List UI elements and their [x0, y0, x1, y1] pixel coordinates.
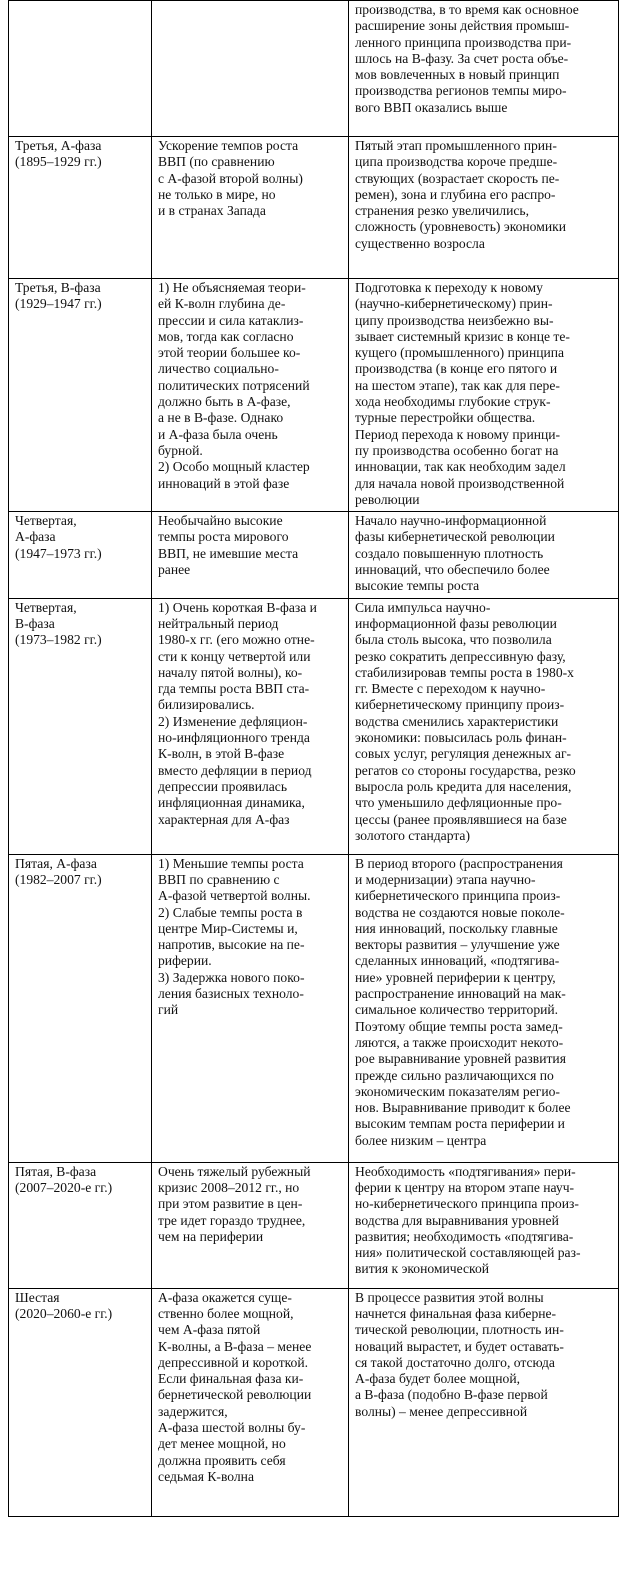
- text-line: тической революции, плотность ин-: [355, 1322, 564, 1338]
- features-cell: [152, 137, 349, 279]
- text-line: тре идет гораздо труднее,: [158, 1212, 306, 1228]
- text-line: задержится,: [158, 1403, 228, 1419]
- text-line: бернетической революции: [158, 1387, 312, 1403]
- text-line: 2) Особо мощный кластер: [158, 459, 310, 475]
- text-line: В процессе развития этой волны: [355, 1289, 544, 1305]
- text-line: более низким – центра: [355, 1132, 487, 1148]
- text-line: нейтральный период: [158, 615, 279, 631]
- features-cell: [152, 598, 349, 854]
- k-waves-table: [8, 0, 619, 1517]
- table-row: [9, 854, 619, 1162]
- text-line: 1) Не объясняемая теори-: [158, 280, 306, 295]
- text-line: Пятая, В-фаза: [15, 1163, 97, 1179]
- text-line: фазы кибернетической революции: [355, 529, 555, 545]
- text-line: Сила импульса научно-: [355, 599, 491, 615]
- text-line: Очень тяжелый рубежный: [158, 1163, 311, 1179]
- text-line: водства для выравнивания уровней: [355, 1212, 559, 1228]
- wave-cell: [9, 279, 152, 512]
- text-line: Ускорение темпов роста: [158, 138, 299, 153]
- text-line: экономики: повысилась роль финан-: [355, 730, 567, 746]
- text-line: характерная для А-фаз: [158, 811, 290, 827]
- text-line: цессы (ранее проявлявшиеся на базе: [355, 811, 567, 827]
- text-line: должна проявить себя: [158, 1452, 286, 1468]
- text-line: создало повышенную плотность: [355, 545, 544, 561]
- text-line: ственно более мощной,: [158, 1305, 294, 1321]
- text-line: ранее: [158, 562, 191, 578]
- text-line: странения резко увеличились,: [355, 203, 529, 219]
- text-line: ферии к центру на втором этапе науч-: [355, 1179, 575, 1195]
- text-line: ВВП по сравнению с: [158, 871, 280, 887]
- text-line: дет менее мощной, но: [158, 1436, 286, 1452]
- text-line: на шестом этапе), так как для пере-: [355, 377, 560, 393]
- text-line: чем А-фаза пятой: [158, 1322, 261, 1338]
- explanation-cell: [349, 512, 619, 598]
- table-row: [9, 1162, 619, 1288]
- table-row: [9, 1288, 619, 1516]
- text-line: но-кибернетического принципа произ-: [355, 1196, 579, 1212]
- text-line: симальное количество территорий.: [355, 1002, 559, 1018]
- text-line: бурной.: [158, 442, 203, 458]
- text-line: и в странах Запада: [158, 203, 266, 219]
- text-line: депрессии проявилась: [158, 778, 288, 794]
- text-line: ремен), зона и глубина его распро-: [355, 186, 556, 202]
- wave-cell: [9, 854, 152, 1162]
- text-line: гда темпы роста ВВП ста-: [158, 681, 310, 697]
- text-line: высоким темпам роста периферии и: [355, 1116, 565, 1132]
- text-line: и А-фаза была очень: [158, 426, 278, 442]
- text-line: Третья, В-фаза: [15, 280, 101, 295]
- text-line: Поэтому общие темпы роста замед-: [355, 1018, 563, 1034]
- text-line: Пятая, А-фаза: [15, 855, 97, 871]
- text-line: риферии.: [158, 953, 212, 969]
- text-line: личество социально-: [158, 361, 279, 377]
- text-line: А-фаза будет более мощной,: [355, 1371, 521, 1387]
- text-line: (2020–2060-е гг.): [15, 1305, 113, 1321]
- text-line: ципу производства неизбежно вы-: [355, 312, 554, 328]
- text-line: кризис 2008–2012 гг., но: [158, 1179, 300, 1195]
- text-line: мов, тогда как согласно: [158, 328, 294, 344]
- text-line: (1973–1982 гг.): [15, 632, 102, 648]
- text-line: ние» уровней периферии к центру,: [355, 969, 556, 985]
- table-row: [9, 279, 619, 512]
- text-line: темпы роста мирового: [158, 529, 289, 545]
- text-line: гг. Вместе с переходом к научно-: [355, 681, 546, 697]
- text-line: (2007–2020-е гг.): [15, 1179, 113, 1195]
- text-line: В-фаза: [15, 615, 55, 631]
- text-line: резко сократить депрессивную фазу,: [355, 648, 566, 664]
- explanation-cell: [349, 1288, 619, 1516]
- text-line: инновации, так как необходим задел: [355, 459, 566, 475]
- text-line: развития; необходимость «подтягива-: [355, 1228, 574, 1244]
- text-line: новаций вырастет, и будет оставать-: [355, 1338, 564, 1354]
- text-line: зывает системный кризис в конце те-: [355, 328, 570, 344]
- text-line: прежде сильно различающихся по: [355, 1067, 554, 1083]
- text-line: что уменьшило дефляционные про-: [355, 795, 562, 811]
- text-line: но-инфляционного тренда: [158, 730, 310, 746]
- text-line: Необычайно высокие: [158, 513, 283, 529]
- text-line: вития к экономической: [355, 1261, 490, 1277]
- text-line: совых услуг, регуляция денежных аг-: [355, 746, 572, 762]
- text-line: кибернетического принципа произ-: [355, 888, 561, 904]
- text-line: Начало научно-информационной: [355, 513, 547, 529]
- text-line: ляются, а также происходит некото-: [355, 1034, 564, 1050]
- text-line: (1947–1973 гг.): [15, 545, 102, 561]
- text-line: А-фаза окажется суще-: [158, 1289, 292, 1305]
- wave-cell: [9, 512, 152, 598]
- table-row: [9, 1, 619, 137]
- text-line: водства не создаются новые поколе-: [355, 904, 565, 920]
- table-row: [9, 512, 619, 598]
- text-line: регатов со стороны государства, резко: [355, 762, 576, 778]
- wave-cell: [9, 1162, 152, 1288]
- text-line: кущего (промышленного) принципа: [355, 345, 565, 361]
- features-cell: [152, 854, 349, 1162]
- explanation-cell: [349, 1, 619, 137]
- text-line: К-волны, а В-фаза – менее: [158, 1338, 312, 1354]
- text-line: сложность (уровневость) экономики: [355, 219, 566, 235]
- text-line: гий: [158, 1002, 179, 1018]
- explanation-cell: [349, 137, 619, 279]
- explanation-cell: [349, 279, 619, 512]
- text-line: 3) Задержка нового поко-: [158, 969, 305, 985]
- text-line: 1) Меньшие темпы роста: [158, 855, 304, 871]
- text-line: нов. Выравнивание приводит к более: [355, 1100, 571, 1116]
- text-line: производства, в то время как основное: [355, 2, 579, 17]
- text-line: Период перехода к новому принци-: [355, 426, 561, 442]
- text-line: при этом развитие в цен-: [158, 1196, 303, 1212]
- text-line: производства регионов темпы миро-: [355, 83, 567, 99]
- text-line: центре Мир-Системы и,: [158, 920, 298, 936]
- text-line: Необходимость «подтягивания» пери-: [355, 1163, 576, 1179]
- text-line: турные перестройки общества.: [355, 410, 536, 426]
- text-line: рое выравнивание уровней развития: [355, 1051, 566, 1067]
- text-line: выросла роль кредита для населения,: [355, 778, 572, 794]
- text-line: вого ВВП оказались выше: [355, 99, 508, 115]
- features-cell: [152, 1, 349, 137]
- text-line: ния» политической составляющей раз-: [355, 1245, 581, 1261]
- text-line: инноваций, что обеспечило более: [355, 562, 550, 578]
- table-body: [9, 1, 619, 1517]
- text-line: 2) Слабые темпы роста в: [158, 904, 303, 920]
- text-line: распространение инноваций на мак-: [355, 986, 566, 1002]
- text-line: седьмая К-волна: [158, 1468, 254, 1484]
- text-line: политических потрясений: [158, 377, 310, 393]
- text-line: информационной фазы революции: [355, 615, 557, 631]
- text-line: ципа производства короче предше-: [355, 154, 558, 170]
- text-line: шлось на В-фазу. За счет роста объе-: [355, 50, 569, 66]
- text-line: мов вовлеченных в новый принцип: [355, 67, 560, 83]
- text-line: Если финальная фаза ки-: [158, 1371, 304, 1387]
- explanation-cell: [349, 598, 619, 854]
- text-line: началу пятой волны), ко-: [158, 664, 303, 680]
- text-line: ей К-волн глубина де-: [158, 296, 286, 312]
- text-line: и модернизации) этапа научно-: [355, 871, 536, 887]
- text-line: А-фаза: [15, 529, 56, 545]
- text-line: не только в мире, но: [158, 186, 276, 202]
- text-line: А-фазой четвертой волны.: [158, 888, 311, 904]
- text-line: вместо дефляции в период: [158, 762, 312, 778]
- features-cell: [152, 1162, 349, 1288]
- text-line: депрессивной и короткой.: [158, 1354, 309, 1370]
- text-line: производства (в конце его пятого и: [355, 361, 558, 377]
- text-line: существенно возросла: [355, 235, 485, 251]
- text-line: для начала новой производственной: [355, 475, 565, 491]
- text-line: напротив, высокие на пе-: [158, 937, 305, 953]
- table-row: [9, 137, 619, 279]
- text-line: ствующих (возрастает скорость пе-: [355, 170, 560, 186]
- text-line: стабилизировав темпы роста в 1980-х: [355, 664, 574, 680]
- text-line: К-волн, в этой В-фазе: [158, 746, 285, 762]
- text-line: ления базисных техноло-: [158, 986, 304, 1002]
- features-cell: [152, 1288, 349, 1516]
- explanation-cell: [349, 1162, 619, 1288]
- text-line: 1980-х гг. (его можно отне-: [158, 632, 315, 648]
- table-row: [9, 598, 619, 854]
- text-line: а не в В-фазе. Однако: [158, 410, 284, 426]
- text-line: прессии и сила катаклиз-: [158, 312, 304, 328]
- text-line: (1982–2007 гг.): [15, 871, 102, 887]
- wave-cell: [9, 1, 152, 137]
- explanation-cell: [349, 854, 619, 1162]
- text-line: ВВП (по сравнению: [158, 154, 275, 170]
- text-line: должно быть в А-фазе,: [158, 394, 291, 410]
- text-line: 2) Изменение дефляцион-: [158, 713, 308, 729]
- wave-cell: [9, 137, 152, 279]
- wave-cell: [9, 1288, 152, 1516]
- text-line: Третья, А-фаза: [15, 138, 102, 153]
- text-line: экономическим показателям регио-: [355, 1083, 560, 1099]
- text-line: хода необходимы глубокие струк-: [355, 394, 551, 410]
- text-line: водства сменились характеристики: [355, 713, 559, 729]
- features-cell: [152, 279, 349, 512]
- text-line: В период второго (распространения: [355, 855, 563, 871]
- text-line: с А-фазой второй волны): [158, 170, 303, 186]
- text-line: (научно-кибернетическому) прин-: [355, 296, 553, 312]
- text-line: кибернетическому принципу произ-: [355, 697, 565, 713]
- text-line: Четвертая,: [15, 513, 77, 529]
- text-line: Четвертая,: [15, 599, 77, 615]
- text-line: инфляционная динамика,: [158, 795, 305, 811]
- text-line: сти к концу четвертой или: [158, 648, 311, 664]
- text-line: сделанных инноваций, «подтягива-: [355, 953, 560, 969]
- text-line: Шестая: [15, 1289, 60, 1305]
- text-line: ния инноваций, поскольку главные: [355, 920, 558, 936]
- text-line: золотого стандарта): [355, 827, 470, 843]
- text-line: этой теории большее ко-: [158, 345, 301, 361]
- text-line: (1895–1929 гг.): [15, 154, 102, 170]
- text-line: пу производства особенно богат на: [355, 442, 559, 458]
- text-line: была столь высока, что позволила: [355, 632, 552, 648]
- text-line: (1929–1947 гг.): [15, 296, 102, 312]
- text-line: ВВП, не имевшие места: [158, 545, 299, 561]
- text-line: расширение зоны действия промыш-: [355, 18, 570, 34]
- text-line: чем на периферии: [158, 1228, 264, 1244]
- text-line: А-фаза шестой волны бу-: [158, 1420, 306, 1436]
- text-line: ся такой достаточно долго, отсюда: [355, 1354, 555, 1370]
- text-line: начнется финальная фаза киберне-: [355, 1305, 557, 1321]
- text-line: а В-фаза (подобно В-фазе первой: [355, 1387, 548, 1403]
- text-line: революции: [355, 491, 420, 507]
- text-line: ленного принципа производства при-: [355, 34, 572, 50]
- text-line: билизировались.: [158, 697, 255, 713]
- text-line: волны) – менее депрессивной: [355, 1403, 528, 1419]
- features-cell: [152, 512, 349, 598]
- text-line: Пятый этап промышленного прин-: [355, 138, 557, 153]
- text-line: инноваций в этой фазе: [158, 475, 290, 491]
- wave-cell: [9, 598, 152, 854]
- text-line: высокие темпы роста: [355, 578, 480, 594]
- text-line: Подготовка к переходу к новому: [355, 280, 543, 295]
- text-line: 1) Очень короткая В-фаза и: [158, 599, 317, 615]
- text-line: векторы развития – улучшение уже: [355, 937, 560, 953]
